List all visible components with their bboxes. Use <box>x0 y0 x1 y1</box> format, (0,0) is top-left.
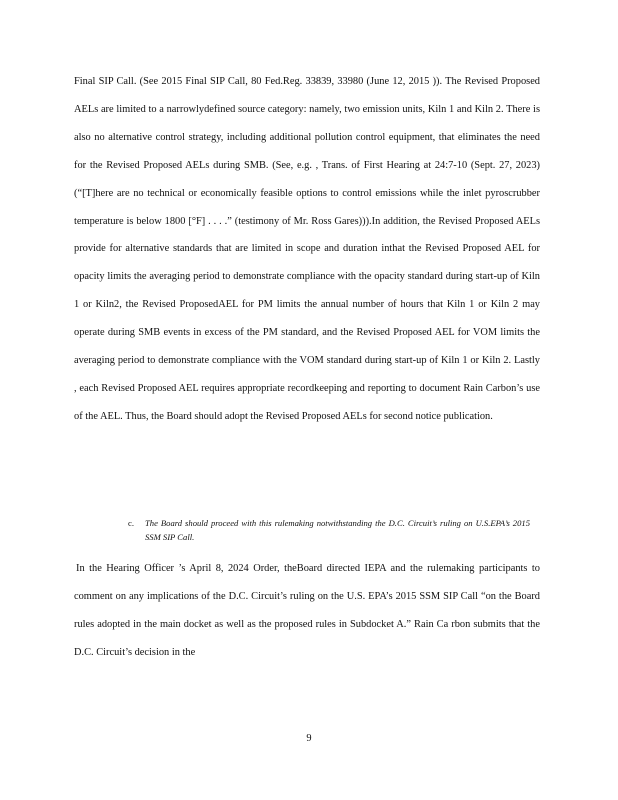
section-heading-label: c. <box>128 518 134 528</box>
paragraph-2-text: In the Hearing Officer ’s April 8, 2024 Order, theBoard directed IEPA and the rulemaking participants to comment on any implications of the D.C. Circuit’s ruling on the U.S. EPA’s 2015 SSM SIP Call “on the Board rules adopted in the main docket as well as the proposed rules in Subdocket A.” Rain Ca rbon submits that the D.C. Circuit’s decision in the <box>74 563 540 658</box>
section-heading-text: The Board should proceed with this rulemaking notwithstanding the D.C. Circuit’s ruling on U.S.EPA’s 2015 SSM SIP Call. <box>145 518 530 542</box>
section-heading <box>128 516 530 544</box>
paragraph-1-text: Final SIP Call. (See 2015 Final SIP Call, 80 Fed.Reg. 33839, 33980 (June 12, 2015 )). The Revised Proposed AELs are limited to a narrowlydefined source category: namely, two emission units, Kiln 1 and Kiln 2. There is also no alternative control strategy, including additional pollution control equipment, that eliminates the need for the Revised Proposed AELs during SMB. (See, e.g. , Trans. of First Hearing at 24:7-10 (Sept. 27, 2023) (“[T]here are no technical or economically feasible options to control emissions while the inlet pyroscrubber temperature is below 1800 [°F] . . . .” (testimony of Mr. Ross Gares))).In addition, the Revised Proposed AELs provide for alternative standards that are limited in scope and duration inthat the Revised Proposed AEL for opacity limits the averaging period to demonstrate compliance with the opacity standard during start-up of Kiln 1 or Kiln2, the Revised ProposedAEL for PM limits the annual number of hours that Kiln 1 or Kiln 2 may operate during SMB events in excess of the PM standard, and the Revised Proposed AEL for VOM limits the averaging period to demonstrate compliance with the VOM standard during start-up of Kiln 1 or Kiln 2. Lastly , each Revised Proposed AEL requires appropriate recordkeeping and reporting to document Rain Carbon’s use of the AEL. Thus, the Board should adopt the Revised Proposed AELs for second notice publication. <box>74 76 540 422</box>
body-paragraph-1 <box>74 68 540 431</box>
page-number: 9 <box>306 733 312 744</box>
body-paragraph-2 <box>74 555 540 667</box>
